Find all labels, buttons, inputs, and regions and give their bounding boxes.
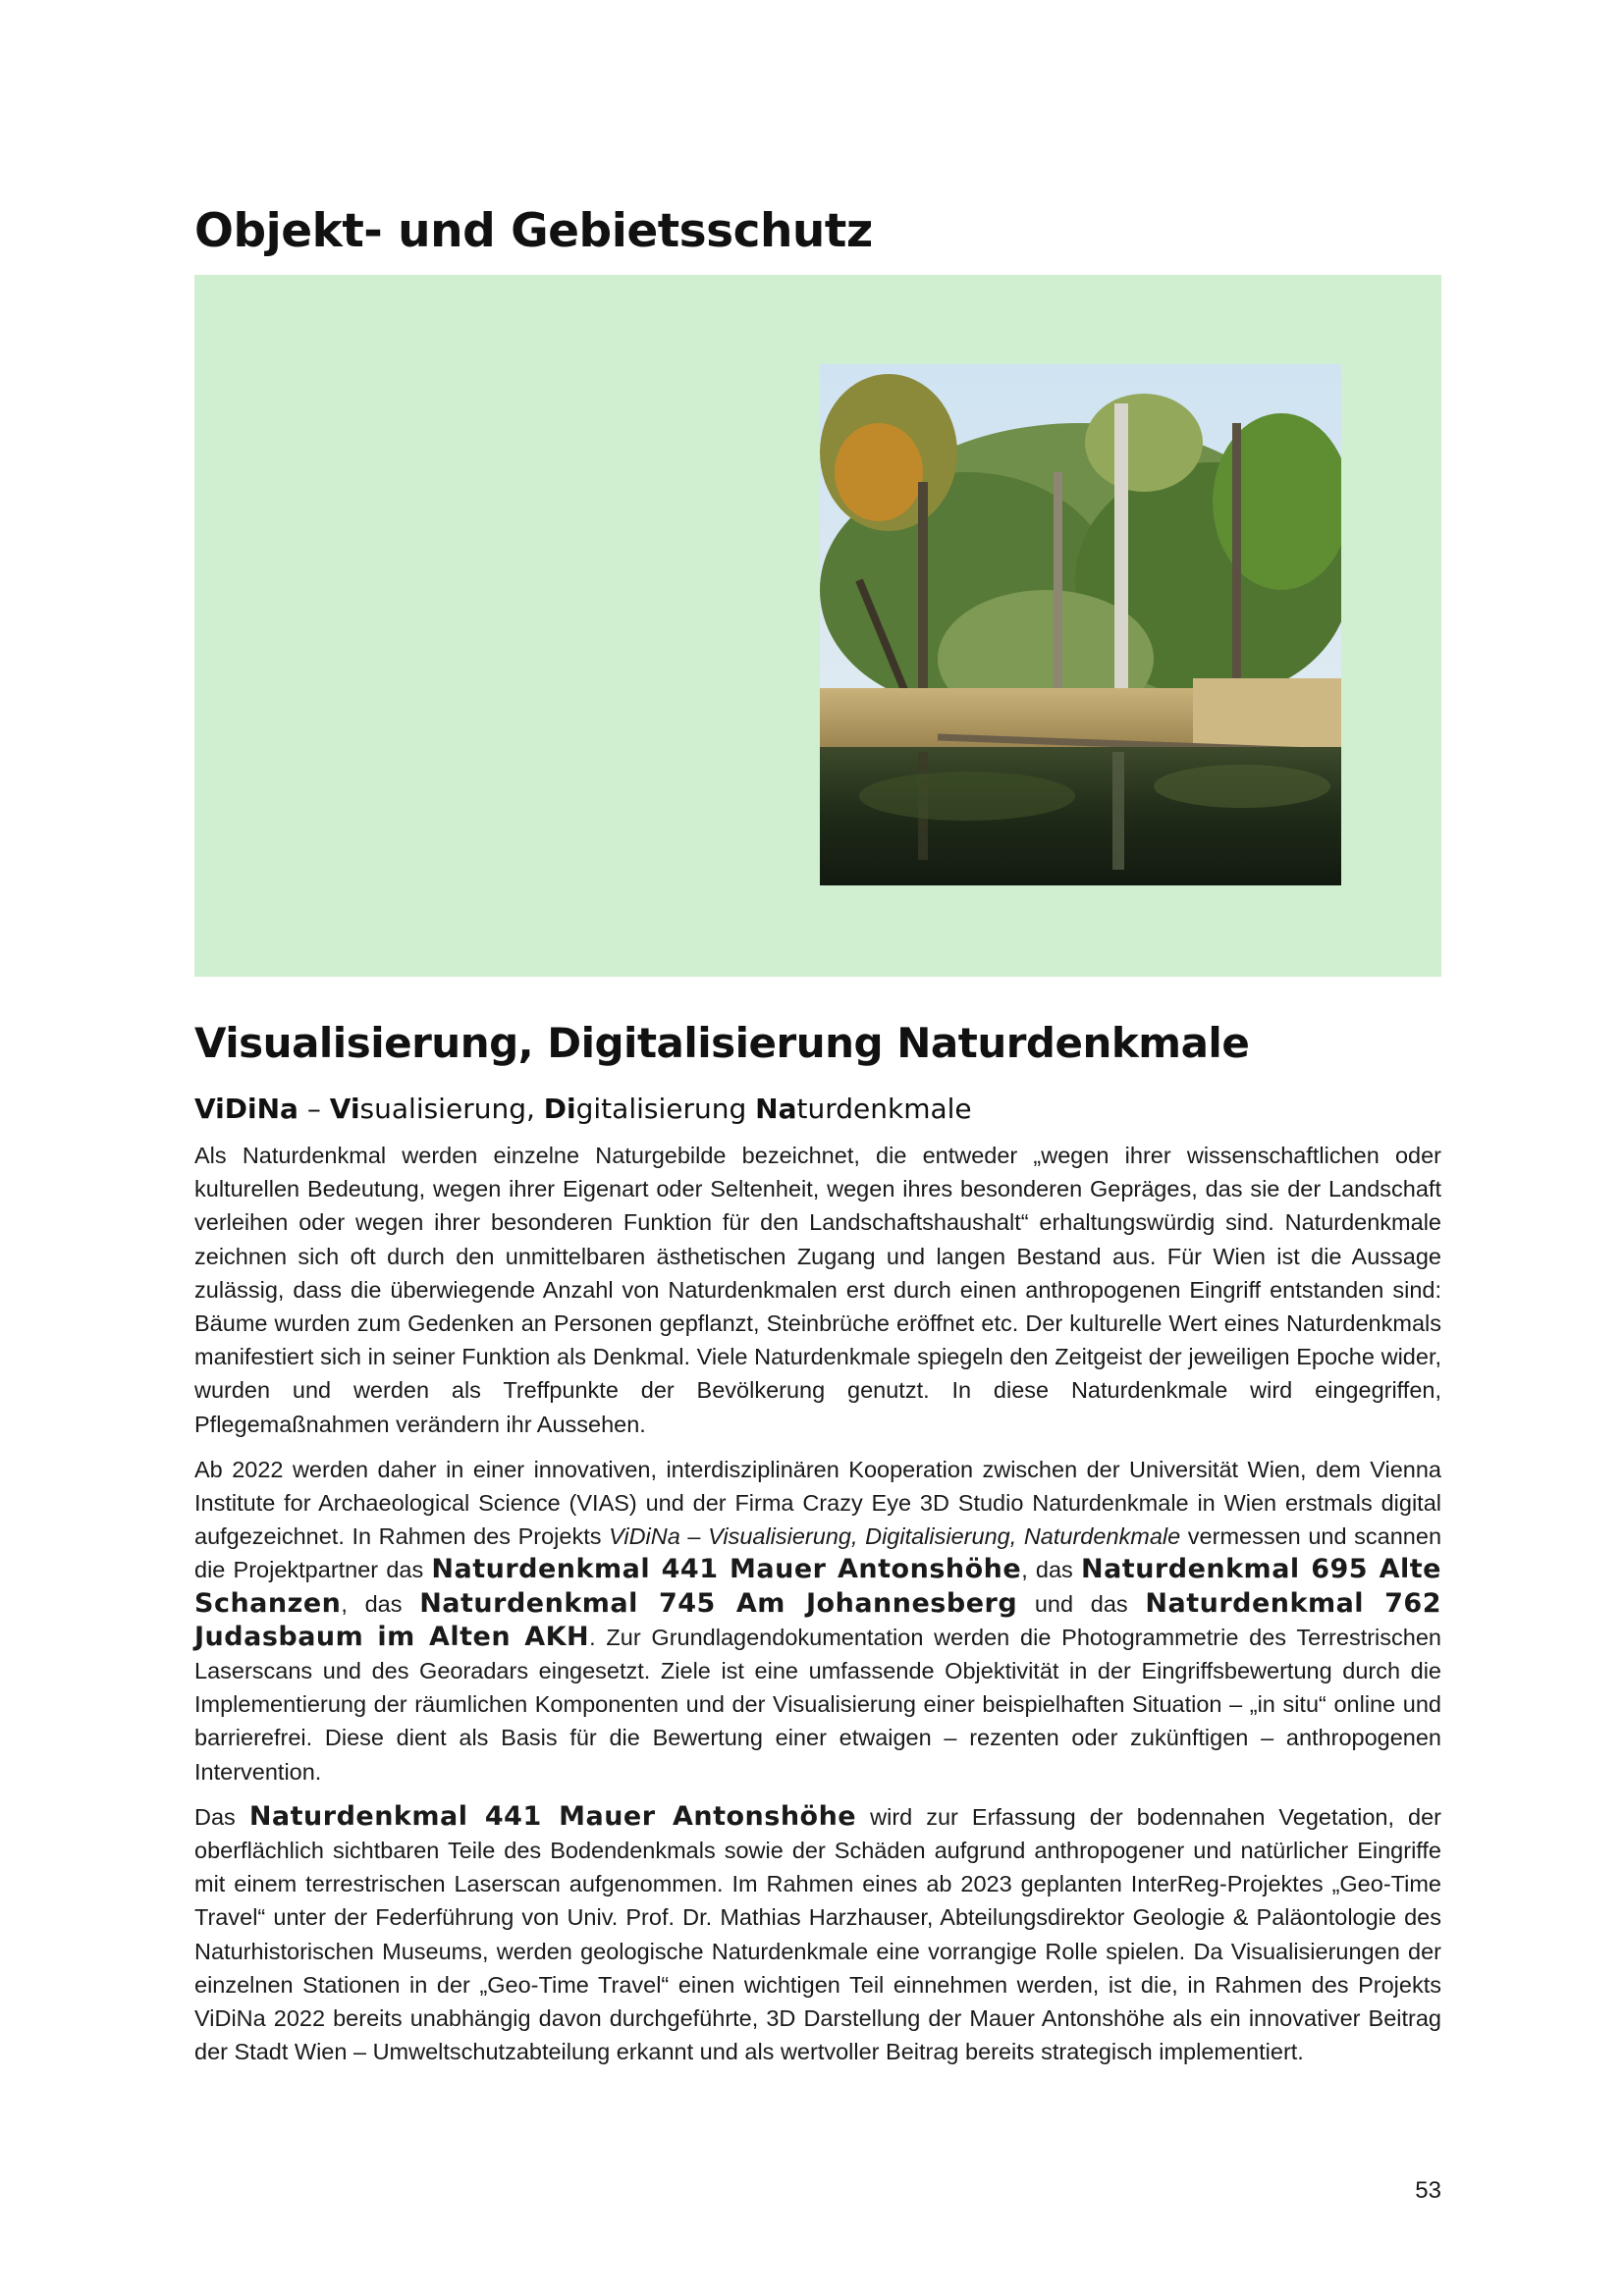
subtitle-w2-rest: gitalisierung <box>575 1093 756 1125</box>
forest-pond-icon <box>820 364 1341 885</box>
page-title: Objekt- und Gebietsschutz <box>194 204 873 258</box>
paragraph-3: Das Naturdenkmal 441 Mauer Antonshöhe wird zur Erfassung der bodennahen Vegetation, der oberflächlich sichtbaren Teile des Bodendenkmals sowie der Schäden aufgrund anthropogener und natürlicher Eingriffe mit einem terrestrischen Laserscan aufgenommen. Im Rahmen eines ab 2023 geplanten InterReg-Projektes „Geo-Time Travel“ unter der Federführung von Univ. Prof. Dr. Mathias Harzhauser, Abteilungsdirektor Geologie & Paläontologie des Naturhistorischen Museums, werden geologische Naturdenkmale eine vorrangige Rolle spielen. Da Visualisierungen der einzelnen Stationen in der „Geo-Time Travel“ einen wichtigen Teil einnehmen werden, ist die, in Rahmen des Projekts ViDiNa 2022 bereits unabhängig davon durchgeführte, 3D Darstellung der Mauer Antonshöhe als ein innovativer Beitrag der Stadt Wien – Umweltschutzabteilung erkannt und als wertvoller Beitrag bereits strategisch implementiert. <box>194 1800 1441 2065</box>
page-number: 53 <box>1415 2177 1441 2204</box>
naturdenkmal-762: Naturdenkmal 762 Judasbaum im Alten AKH <box>194 1587 1441 1652</box>
naturdenkmal-695: Naturdenkmal 695 Alte Schanzen <box>194 1554 1441 1619</box>
subtitle-w3-bold: Na <box>755 1093 797 1125</box>
subtitle-w1-rest: sualisierung, <box>359 1093 544 1125</box>
paragraph-2: Ab 2022 werden daher in einer innovativen, interdisziplinären Kooperation zwischen der Universität Wien, dem Vienna Institute for Archaeological Science (VIAS) und der Firma Crazy Eye 3D Studio Naturdenkmale in Wien erstmals digital aufgezeichnet. In Rahmen des Projekts ViDiNa – Visualisierung, Digitalisierung, Naturdenkmale vermessen und scannen die Projektpartner das Naturdenkmal 441 Mauer Antonshöhe, das Naturdenkmal 695 Alte Schanzen, das Naturdenkmal 745 Am Johannesberg und das Naturdenkmal 762 Judasbaum im Alten AKH. Zur Grundlagendokumentation werden die Photogrammetrie des Terrestrischen Laserscans und des Georadars eingesetzt. Ziele ist eine umfassende Objektivität in der Eingriffsbewertung durch die Implementierung der räumlichen Komponenten und der Visualisierung einer beispielhaften Situation – „in situ“ online und barrierefrei. Diese dient als Basis für die Bewertung einer etwaigen – rezenten oder zukünftigen – anthropogenen Intervention. <box>194 1456 1442 1785</box>
subtitle-dash: – <box>298 1093 330 1125</box>
subtitle-w3-rest: turdenkmale <box>796 1093 972 1125</box>
subtitle <box>194 1093 972 1125</box>
naturdenkmal-441-ref: Naturdenkmal 441 Mauer Antonshöhe <box>248 1800 857 1832</box>
naturdenkmal-441: Naturdenkmal 441 Mauer Antonshöhe <box>431 1554 1022 1585</box>
body-text <box>194 1139 1441 2080</box>
section-title: Visualisierung, Digitalisierung Naturdenkmale <box>194 1019 1250 1067</box>
forest-pond-photo <box>820 364 1341 885</box>
subtitle-acronym: ViDiNa <box>194 1093 298 1125</box>
paragraph-1: Als Naturdenkmal werden einzelne Naturgebilde bezeichnet, die entweder „wegen ihrer wissenschaftlichen oder kulturellen Bedeutung, wegen ihrer Eigenart oder Seltenheit, wegen ihres besonderen Gepräges, das sie der Landschaft verleihen oder wegen ihrer besonderen Funktion für den Landschaftshaushalt“ erhaltungswürdig sind. Naturdenkmale zeichnen sich oft durch den unmittelbaren ästhetischen Zugang und langen Bestand aus. Für Wien ist die Aussage zulässig, dass die überwiegende Anzahl von Naturdenkmalen erst durch einen anthropogenen Eingriff entstanden sind: Bäume wurden zum Gedenken an Personen gepflanzt, Steinbrüche eröffnet etc. Der kulturelle Wert eines Naturdenkmals manifestiert sich in seiner Funktion als Denkmal. Viele Naturdenkmale spiegeln den Zeitgeist der jeweiligen Epoche wider, wurden und werden als Treffpunkte der Bevölkerung genutzt. In diese Naturdenkmale wird eingegriffen, Pflegemaßnahmen verändern ihr Aussehen. <box>194 1143 1441 1437</box>
subtitle-w2-bold: Di <box>543 1093 576 1125</box>
subtitle-w1-bold: Vi <box>329 1093 360 1125</box>
naturdenkmal-745: Naturdenkmal 745 Am Johannesberg <box>419 1587 1018 1619</box>
